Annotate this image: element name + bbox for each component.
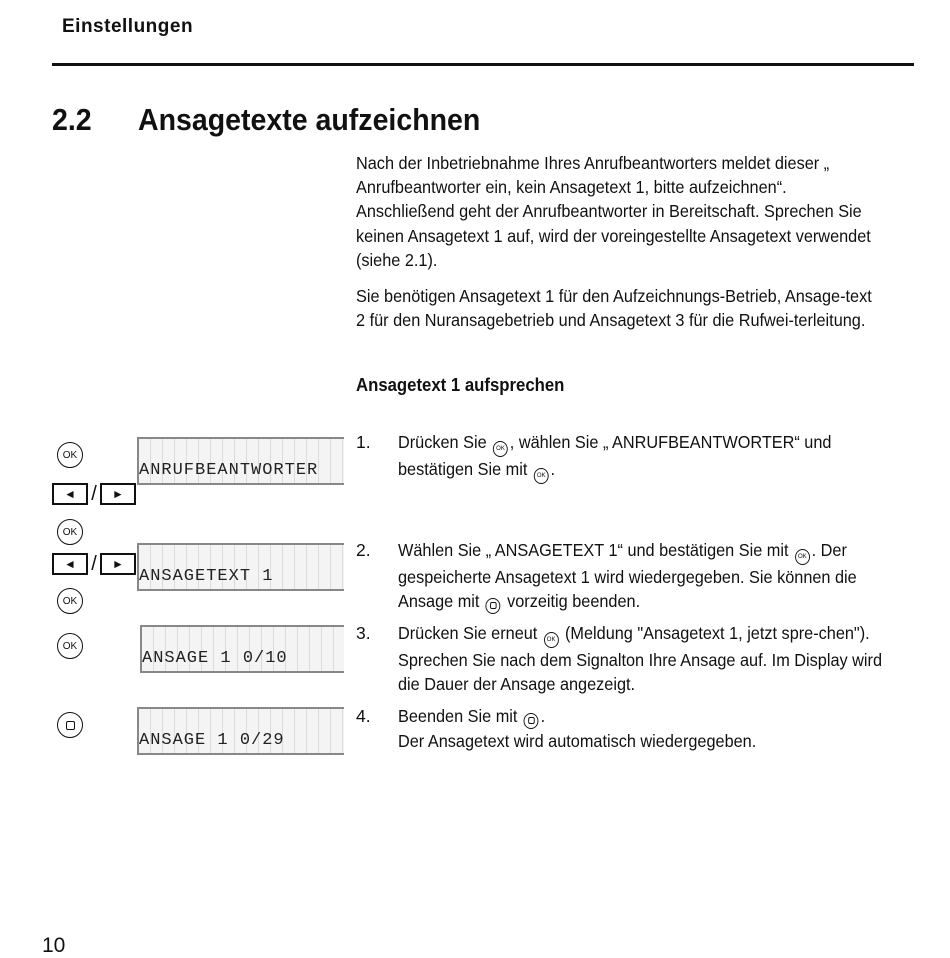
step-text-part: (Meldung "Ansagetext 1, jetzt spre-chen"). Sprechen Sie nach dem Signalton Ihre Ansage auf. Im Display wird die Dauer der Ansage angezeigt. [398,623,883,695]
step-number: 1. [356,432,371,452]
ok-key-icon: OK [493,441,508,457]
step-text-part: vorzeitig beenden. [507,591,641,612]
stop-key-icon [524,713,539,729]
step-text-part: . Der gespeicherte Ansagetext 1 wird wiedergegeben. Sie können die Ansage mit [398,540,857,612]
step-text [398,704,886,753]
step-text-part: Wählen Sie „ ANSAGETEXT 1“ und bestätigen Sie mit [398,540,789,560]
ok-key-icon: OK [57,588,83,614]
running-header: Einstellungen [62,16,194,37]
lcd-display [140,625,344,673]
ok-key-icon: OK [534,468,549,484]
ok-key-icon: OK [57,442,83,468]
step-number: 4. [356,706,371,726]
intro-paragraph-2: Sie benötigen Ansagetext 1 für den Aufzeichnungs-Betrieb, Ansage-text 2 für den Nuransagebetrieb und Ansagetext 3 für die Rufwei-terleitung. [356,286,872,331]
lcd-display [137,543,344,591]
step-number: 2. [356,540,371,560]
step-text-part: Der Ansagetext wird automatisch wiedergegeben. [398,730,757,751]
lcd-text: ANSAGE 1 0/10 [142,649,288,668]
step-text-part: Drücken Sie erneut [398,623,538,643]
step-text [398,538,886,614]
slash-separator: / [91,483,97,505]
step-text-part: , wählen Sie „ ANRUFBEANTWORTER“ und bestätigen Sie mit [398,432,832,480]
ok-key-icon: OK [57,519,83,545]
ok-key-icon: OK [795,549,810,565]
arrow-keys [52,482,136,506]
page-number: 10 [42,934,66,957]
stop-key-icon [486,598,501,614]
stop-key-icon [57,712,83,738]
step-text-part: Beenden Sie mit [398,706,518,726]
section-number: 2.2 [52,102,92,137]
lcd-text: ANSAGETEXT 1 [139,567,274,586]
lcd-text: ANRUFBEANTWORTER [139,461,319,480]
right-arrow-key-icon: ► [100,483,136,505]
lcd-text: ANSAGE 1 0/29 [139,731,285,750]
left-arrow-key-icon: ◄ [52,553,88,575]
header-rule [52,63,914,66]
ok-key-icon: OK [57,633,83,659]
step-text-part: . [550,459,556,480]
subheading: Ansagetext 1 aufsprechen [356,375,565,395]
step-text [398,621,886,697]
step-text [398,430,886,484]
lcd-display [137,437,344,485]
step-number: 3. [356,623,371,643]
step-text-part: . [540,706,546,726]
step-text-part: Drücken Sie [398,432,487,452]
section-title: Ansagetexte aufzeichnen [138,102,481,137]
slash-separator: / [91,553,97,575]
lcd-display [137,707,344,755]
right-arrow-key-icon: ► [100,553,136,575]
arrow-keys [52,552,136,576]
left-arrow-key-icon: ◄ [52,483,88,505]
ok-key-icon: OK [544,632,559,648]
intro-paragraph-1: Nach der Inbetriebnahme Ihres Anrufbeantworters meldet dieser „ Anrufbeantworter ein, kein Ansagetext 1, bitte aufzeichnen“. Anschließend geht der Anrufbeantworter in Bereitschaft. Sprechen Sie keinen Ansagetext 1 auf, wird der voreingestellte Ansagetext verwendet (siehe 2.1). [356,153,871,270]
